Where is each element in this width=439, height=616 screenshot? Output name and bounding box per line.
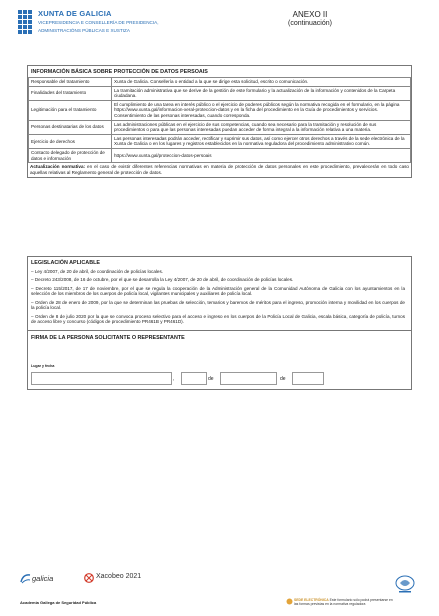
data-protection-section [27,65,412,178]
dpo-link[interactable]: https://www.xunta.gal/proteccion-datos-persoais [114,152,212,158]
sede-note [294,598,418,606]
sede-line-1: Este formulario sólo podrá presentarse en [329,598,393,602]
de-label-2: de [280,376,286,382]
year-field[interactable] [292,372,324,385]
table-row [29,86,411,100]
signature-title: FIRMA DE LA PERSONA SOLICITANTE O REPRESENTANTE [31,335,185,341]
galicia-logo-icon [20,573,31,584]
row-label: Finalidades del tratamiento [29,86,112,100]
place-date-label: Lugar y fecha [31,364,55,368]
regulatory-update-label: Actualización normativa: [30,164,86,170]
sede-icon [286,598,293,605]
table-row [29,120,411,134]
row-value: El cumplimiento de una tarea en interés público o el ejercicio de poderes públicos según la normativa recogida en el formulario, en la página https://www.xunta.gal/informacion-xeral-proteccion-datos y en la ficha del procedimiento en la Guía de procedimientos y servicios. Consentimiento de las personas interesadas, cuando corresponda. [112,100,411,120]
xacobeo-brand: Xacobeo 2021 [96,573,142,580]
seal-icon [394,574,416,594]
list-item: – Ley 4/2007, de 20 de abril, de coordinación de policías locales. [31,269,164,274]
data-protection-title: INFORMACIÓN BÁSICA SOBRE PROTECCIÓN DE DATOS PERSOAIS [31,69,208,75]
annex-title: ANEXO II [292,10,328,19]
de-label-1: de [208,376,214,382]
regulatory-update-note [28,163,411,177]
org-name: XUNTA DE GALICIA [38,9,112,18]
legislation-list [28,268,411,330]
row-value: La tramitación administrativa que se derive de la gestión de este formulario y la actualización de la información y contenidos de la Carpeta ciudadana. [112,86,411,100]
academy-name: Academia Gallega de Seguridad Pública [20,600,97,605]
xunta-logo-icon [18,10,32,38]
row-label: Personas destinatarias de los datos [29,120,112,134]
month-field[interactable] [220,372,277,385]
row-value: Las personas interesadas podrán acceder, rectificar y suprimir sus datos, así como ejercer otros derechos a través de la sede electrónica de la Xunta de Galicia o en los lugares y registros establecidos en la normativa reguladora del procedimiento administrativo común. [112,134,411,148]
xacobeo-logo-icon [84,573,94,583]
galicia-brand: galicia [32,574,54,583]
row-label: Contacto delegado de protección de datos e información [29,148,112,162]
table-row [29,78,411,87]
list-item: – Decreto 115/2017, de 17 de noviembre, por el que se regula la cooperación de la Administración general de la Comunidad Autónoma de Galicia con los ayuntamientos en la selección de los miembros de los cuerpos de policía local, vigilantes municipales y auxiliares de policía local. [31,285,405,297]
sede-line-2: las formas previstas en la normativa reguladora [294,602,366,606]
table-row [29,134,411,148]
row-value: Xunta de Galicia. Consellería o entidad a la que se dirige esta solicitud, escrito o comunicación. [112,78,411,87]
row-value: Las administraciones públicas en el ejercicio de sus competencias, cuando sea necesario para la tramitación y resolución de sus procedimientos o para que las personas interesadas puedan acceder de forma integral a la información relativa a una materia. [112,120,411,134]
sede-name: SEDE ELECTRÓNICA [294,598,329,602]
row-label: Ejercicio de derechos [29,134,112,148]
signature-section [27,330,412,390]
row-label: Legitimación para el tratamiento [29,100,112,120]
row-value[interactable] [112,148,411,162]
org-header [38,9,218,33]
table-row [29,100,411,120]
legislation-title: LEGISLACIÓN APLICABLE [31,260,100,266]
legislation-section [27,256,412,331]
list-item: – Orden de 28 de enero de 2009, por la que se determinan las pruebas de selección, temarios y baremos de méritos para el ingreso, promoción interna y movilidad en los cuerpos de la policía local. [31,299,405,311]
comma-separator: , [173,376,175,382]
place-field[interactable] [31,372,175,385]
table-row [29,148,411,162]
regulatory-update-text: en el caso de existir diferentes referencias normativas en materia de protección de datos personales en este procedimiento, prevalecerán en todo caso aquellas relativas al Reglamento general de protección de datos. [30,164,409,175]
list-item: – Decreto 243/2008, de 16 de octubre, por el que se desarrolla la Ley 4/2007, de 20 de abril, de coordinación de policías locales. [31,277,294,283]
data-protection-table [28,77,411,163]
org-line-2: ADMINISTRACIÓNS PÚBLICAS E XUSTIZA [38,27,130,33]
list-item: – Orden de 8 de julio 2020 por la que se convoca proceso selectivo para el acceso e ingreso en los cuerpos de la Policía Local de Galicia, escala básica, categoría de policía, turnos de acceso libre y concurso (códigos de procedimiento PR461B y PR461D). [31,313,405,325]
annex-heading [250,10,370,27]
day-field[interactable] [181,372,207,385]
row-label: Responsable del tratamiento [29,78,112,87]
org-line-1: VICEPRESIDENCIA E CONSELLERÍA DE PRESIDENCIA, [38,20,159,25]
annex-subtitle: (continuación) [288,20,332,27]
